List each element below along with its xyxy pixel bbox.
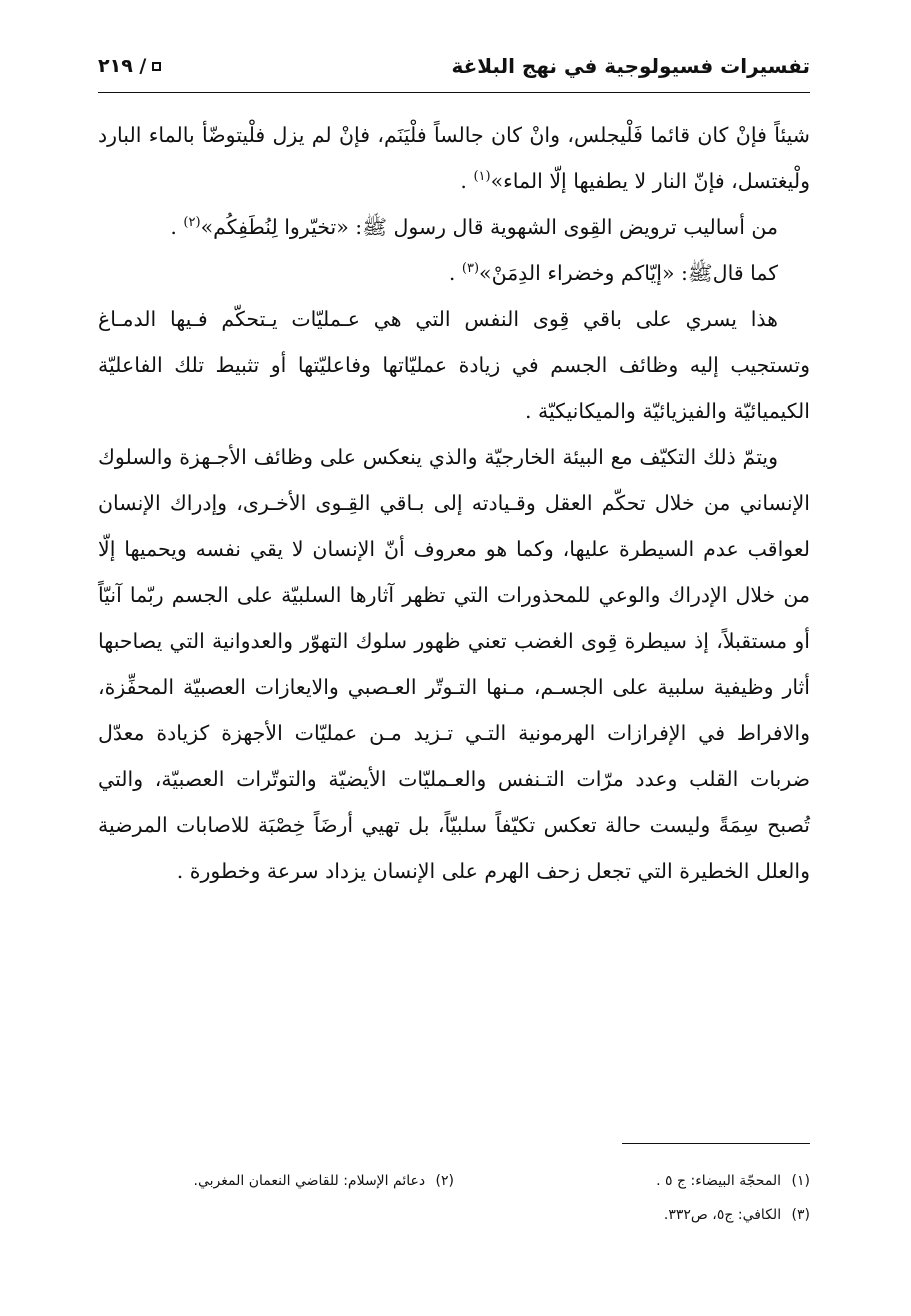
- paragraph-4: هذا يسري على باقي قِوى النفس التي هي عـمليّات يـتحكّم فـيها الدمـاغ وتستجيب إليه وظائف الجسم في زيادة عمليّاتها وفاعليّتها أو تثبيط تلك الفاعليّة الكيميائيّة والفيزيائيّة والميكانيكيّة .: [98, 307, 810, 423]
- page-number: [98, 55, 161, 77]
- footnote-ref-2: (٢): [183, 215, 201, 231]
- paragraph-3: كما قالﷺ: «إيّاكم وخضراء الدِمَنْ»$^{(٣)}$ .: [448, 261, 778, 285]
- running-title: تفسيرات فسيولوجية في نهج البلاغة: [451, 54, 810, 78]
- footnote-divider: [622, 1143, 810, 1144]
- square-icon: [152, 62, 161, 71]
- footnote-1: (١) المحجّة البيضاء: ج ٥ .: [656, 1173, 810, 1189]
- paragraph-5: ويتمّ ذلك التكيّف مع البيئة الخارجيّة والذي ينعكس على وظائف الأجـهزة والسلوك الإنساني من خلال تحكّم العقل وقـيادته إلى بـاقي القِـوى الأخـرى، وإدراك الإنسان لعواقب عدم السيطرة عليها، وكما هو معروف أنّ الإنسان لا يقي نفسه ويحميها إلّا من خلال الإدراك والوعي للمحذورات التي تظهر آثارها السلبيّة على الجسم ربّما آنيّاً أو مستقبلاً، إذ سيطرة قِوى الغضب تعني ظهور سلوك التهوّر والعدوانية التي يصاحبها أثار وظيفية سلبية على الجسـم، مـنها التـوتّر العـصبي والايعازات العصبيّة المحفِّزة، والافراط في الإفرازات الهرمونية التـي تـزيد مـن عمليّات الأجهزة كزيادة معدّل ضربات القلب وعدد مرّات التـنفس والعـمليّات الأيضيّة والتوتّرات العصبيّة، والتي تُصبح سِمَةً وليست حالة تعكس تكيّفاً سلبيّاً، بل تهيي أرضَاً خِصْبَة للاصابات المرضية والعلل الخطيرة التي تجعل زحف الهرم على الإنسان يزداد سرعة وخطورة .: [98, 445, 810, 883]
- footnote-ref-3: (٣): [461, 261, 480, 277]
- main-text: [98, 112, 810, 894]
- footnotes: [98, 1164, 810, 1232]
- footnote-3: (٣) الكافي: ج٥، ص٣٣٢.: [663, 1207, 810, 1223]
- footnote-row: [98, 1164, 810, 1198]
- header-divider: [98, 92, 810, 93]
- footnote-row: [98, 1198, 810, 1232]
- paragraph-1: شيئاً فإنْ كان قائما فَلْيجلس، وانْ كان جالساً فلْيَنَم، فإنْ لم يزل فلْيتوضّأ بالماء البارد ولْيغتسل، فإنّ النار لا يطفيها إلّا الماء»$^{(١)}$ .: [98, 123, 810, 193]
- page-number-text: ٢١٩ /: [98, 55, 147, 77]
- footnote-ref-1: (١): [473, 169, 491, 185]
- page-header: [98, 46, 810, 86]
- paragraph-2: من أساليب ترويض القِوى الشهوية قال رسول ﷺ: «تخيّروا لِنُطَفِكُم»$^{(٢)}$ .: [170, 215, 778, 239]
- footnote-2: (٢) دعائم الإسلام: للقاضي النعمان المغربي.: [193, 1173, 454, 1189]
